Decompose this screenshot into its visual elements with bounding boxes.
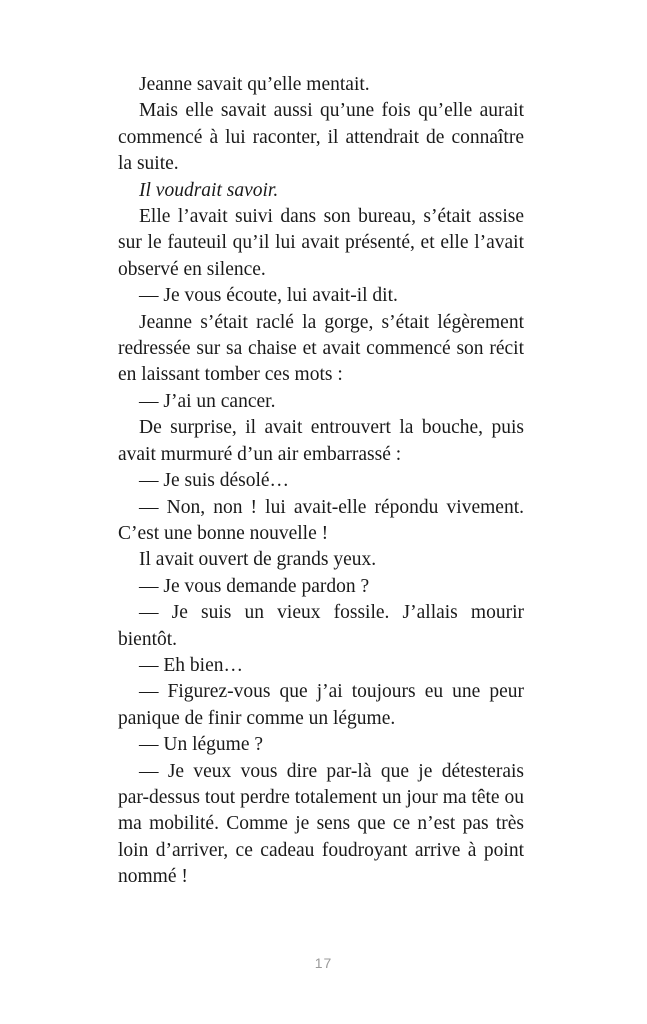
paragraph: Jeanne savait qu’elle mentait. [139, 74, 370, 95]
dialogue-line: — Non, non ! lui avait-elle répondu vivement. C’est une bonne nouvelle ! [118, 496, 524, 544]
page-number: 17 [314, 955, 333, 971]
dialogue-line: — Figurez-vous que j’ai toujours eu une peur panique de finir comme un légume. [118, 681, 524, 729]
dialogue-line: — Un légume ? [139, 734, 264, 756]
dialogue-line: — Je vous demande pardon ? [139, 575, 370, 597]
paragraph-italic: Il voudrait savoir. [139, 179, 279, 201]
dialogue-line: — Je suis un vieux fossile. J’allais mourir bientôt. [118, 602, 524, 650]
dialogue-line: — J’ai un cancer. [139, 390, 276, 412]
dialogue-line: — Je vous écoute, lui avait-il dit. [139, 285, 398, 307]
dialogue-line: — Je veux vous dire par-là que je détesterais par-dessus tout perdre totalement un jour ma tête ou ma mobilité. Comme je sens que ce n’est pas très loin d’arriver, ce cadeau foudroyant arrive à point nommé ! [118, 760, 524, 888]
page-body [118, 72, 524, 891]
paragraph: Elle l’avait suivi dans son bureau, s’était assise sur le fauteuil qu’il lui avait présenté, et elle l’avait observé en silence. [118, 206, 524, 280]
dialogue-line: — Eh bien… [139, 654, 243, 676]
paragraph: Mais elle savait aussi qu’une fois qu’elle aurait commencé à lui raconter, il attendrait de connaître la suite. [118, 100, 524, 175]
paragraph: De surprise, il avait entrouvert la bouche, puis avait murmuré d’un air embarrassé : [118, 417, 524, 465]
paragraph: Jeanne s’était raclé la gorge, s’était légèrement redressée sur sa chaise et avait commencé son récit en laissant tomber ces mots : [118, 311, 524, 386]
paragraph: Il avait ouvert de grands yeux. [139, 549, 377, 571]
dialogue-line: — Je suis désolé… [139, 470, 290, 492]
